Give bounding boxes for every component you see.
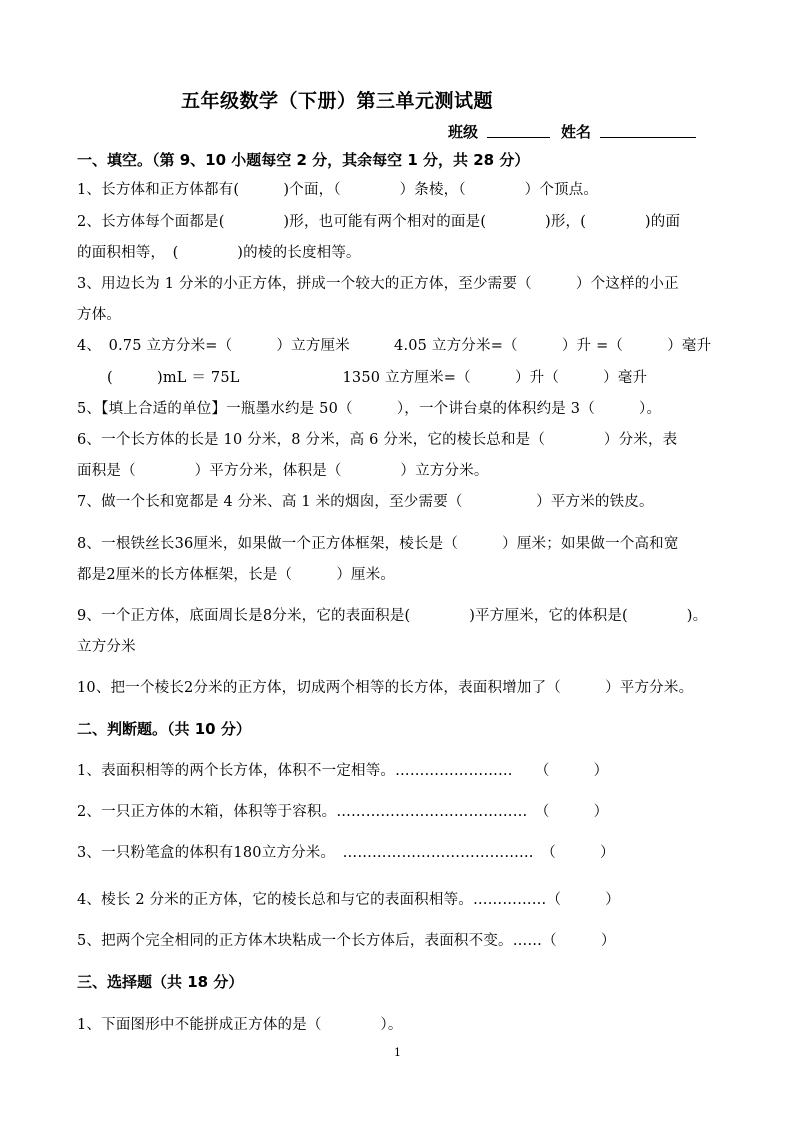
question-line: 面积是（ ）平方分米，体积是（ ）立方分米。 <box>77 463 489 479</box>
name-label: 姓名 <box>561 123 592 141</box>
section-heading-true-false: 二、判断题。（共 10 分） <box>77 720 251 738</box>
question-line: 10、把一个棱长2分米的正方体，切成两个相等的长方体，表面积增加了（ ）平方分米。 <box>77 680 694 696</box>
question-line: 1、下面图形中不能拼成正方体的是（ ）。 <box>77 1017 403 1033</box>
question-line: 3、用边长为 1 分米的小正方体，拼成一个较大的正方体，至少需要（ ）个这样的小正 <box>77 276 679 292</box>
question-line: 3、一只粉笔盒的体积有180立方分米。 ………………………………… （ ） <box>77 845 615 861</box>
question-line: 1、表面积相等的两个长方体，体积不一定相等。…………………… （ ） <box>77 763 609 779</box>
question-line: 的面积相等， ( )的棱的长度相等。 <box>77 245 361 261</box>
question-line: 4、棱长 2 分米的正方体，它的棱长总和与它的表面积相等。……………（ ） <box>77 892 620 908</box>
page-title: 五年级数学（下册）第三单元测试题 <box>181 90 494 112</box>
question-line: 2、一只正方体的木箱，体积等于容积。………………………………… （ ） <box>77 804 609 820</box>
question-line: 方体。 <box>77 307 122 323</box>
question-line: 2、长方体每个面都是( )形，也可能有两个相对的面是( )形，( )的面 <box>77 214 681 230</box>
name-blank[interactable] <box>600 137 696 138</box>
question-line: 4、 0.75 立方分米=（ ）立方厘米 4.05 立方分米=（ ）升 =（ ）毫升 <box>77 338 712 354</box>
class-blank[interactable] <box>487 137 550 138</box>
question-line: 6、一个长方体的长是 10 分米，8 分米，高 6 分米，它的棱长总和是（ ）分米，表 <box>77 432 678 448</box>
question-line: 5、【填上合适的单位】一瓶墨水约是 50（ ），一个讲台桌的体积约是 3（ ）。 <box>77 401 662 417</box>
question-line: 都是2厘米的长方体框架，长是（ ）厘米。 <box>77 567 396 583</box>
question-line: 立方分米 <box>77 639 136 655</box>
question-line: 7、做一个长和宽都是 4 分米、高 1 米的烟囱，至少需要（ ）平方米的铁皮。 <box>77 494 654 510</box>
question-line: 9、一个正方体，底面周长是8分米，它的表面积是( )平方厘米，它的体积是( )。 <box>77 608 708 624</box>
section-heading-fill-in: 一、填空。（第 9、10 小题每空 2 分，其余每空 1 分，共 28 分） <box>77 151 530 169</box>
page-number: 1 <box>394 1046 401 1059</box>
section-heading-multiple-choice: 三、选择题（共 18 分） <box>77 973 244 991</box>
class-label: 班级 <box>448 123 479 141</box>
question-line: 8、一根铁丝长36厘米，如果做一个正方体框架，棱长是（ ）厘米；如果做一个高和宽 <box>77 536 679 552</box>
question-line: 1、长方体和正方体都有( )个面，（ ）条棱，（ ）个顶点。 <box>77 182 599 198</box>
question-line: 5、把两个完全相同的正方体木块粘成一个长方体后，表面积不变。……（ ） <box>77 933 616 949</box>
question-line: ( )mL ＝ 75L 1350 立方厘米=（ ）升（ ）毫升 <box>107 370 648 386</box>
